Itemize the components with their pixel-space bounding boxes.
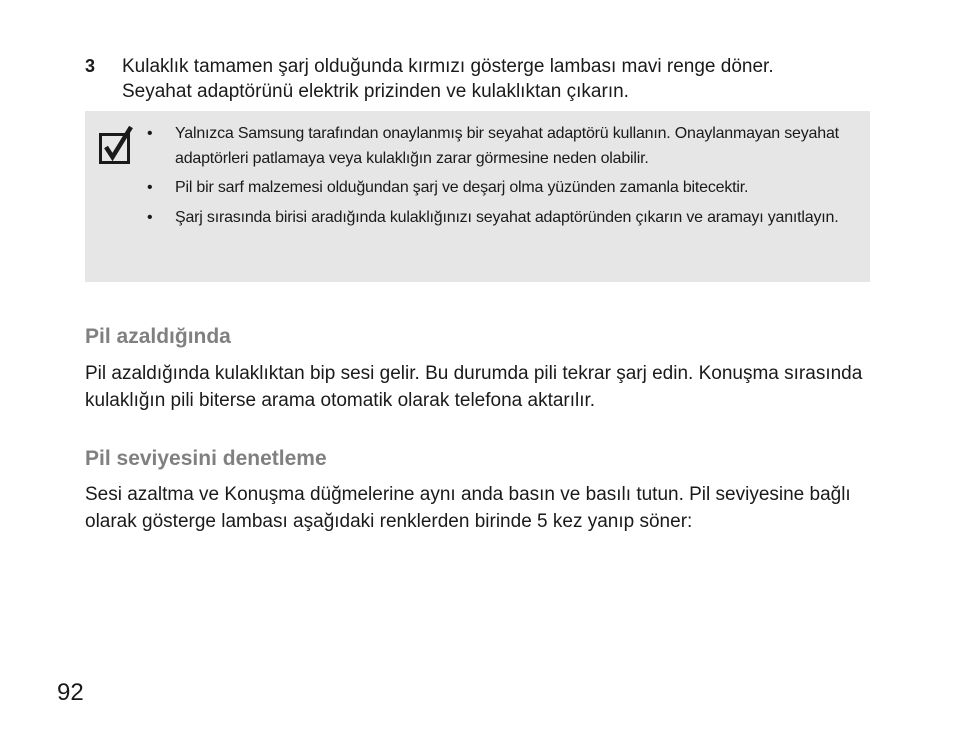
section-heading-battery-check: Pil seviyesini denetleme [85, 447, 327, 470]
step-text [122, 54, 875, 104]
section-body-battery-check: Sesi azaltma ve Konuşma düğmelerine aynı anda basın ve basılı tutun. Pil seviyesine bağlı olarak gösterge lambası aşağıdaki renklerden birinde 5 kez yanıp söner: [85, 484, 851, 532]
note-list [147, 122, 862, 235]
step-line-1: Kulaklık tamamen şarj olduğunda kırmızı gösterge lambası mavi renge döner. [122, 56, 774, 77]
note-item: • Pil bir sarf malzemesi olduğundan şarj ve deşarj olma yüzünden zamanla bitecektir. [147, 176, 862, 201]
checkbox-check-icon [98, 125, 134, 165]
step-3 [85, 54, 875, 104]
section-body-battery-low: Pil azaldığında kulaklıktan bip sesi gelir. Bu durumda pili tekrar şarj edin. Konuşma sırasında kulaklığın pili biterse arama otomatik olarak telefona aktarılır. [85, 363, 863, 411]
page-number: 92 [57, 679, 84, 706]
note-box [85, 111, 870, 282]
note-item: • Şarj sırasında birisi aradığında kulaklığınızı seyahat adaptöründen çıkarın ve aramayı yanıtlayın. [147, 206, 862, 231]
step-line-2: Seyahat adaptörünü elektrik prizinden ve kulaklıktan çıkarın. [122, 81, 629, 102]
section-heading-battery-low: Pil azaldığında [85, 325, 231, 348]
note-item: • Yalnızca Samsung tarafından onaylanmış bir seyahat adaptörü kullanın. Onaylanmayan seyahat adaptörleri patlamaya veya kulaklığın zarar görmesine neden olabilir. [147, 122, 862, 171]
step-number: 3 [85, 56, 96, 76]
